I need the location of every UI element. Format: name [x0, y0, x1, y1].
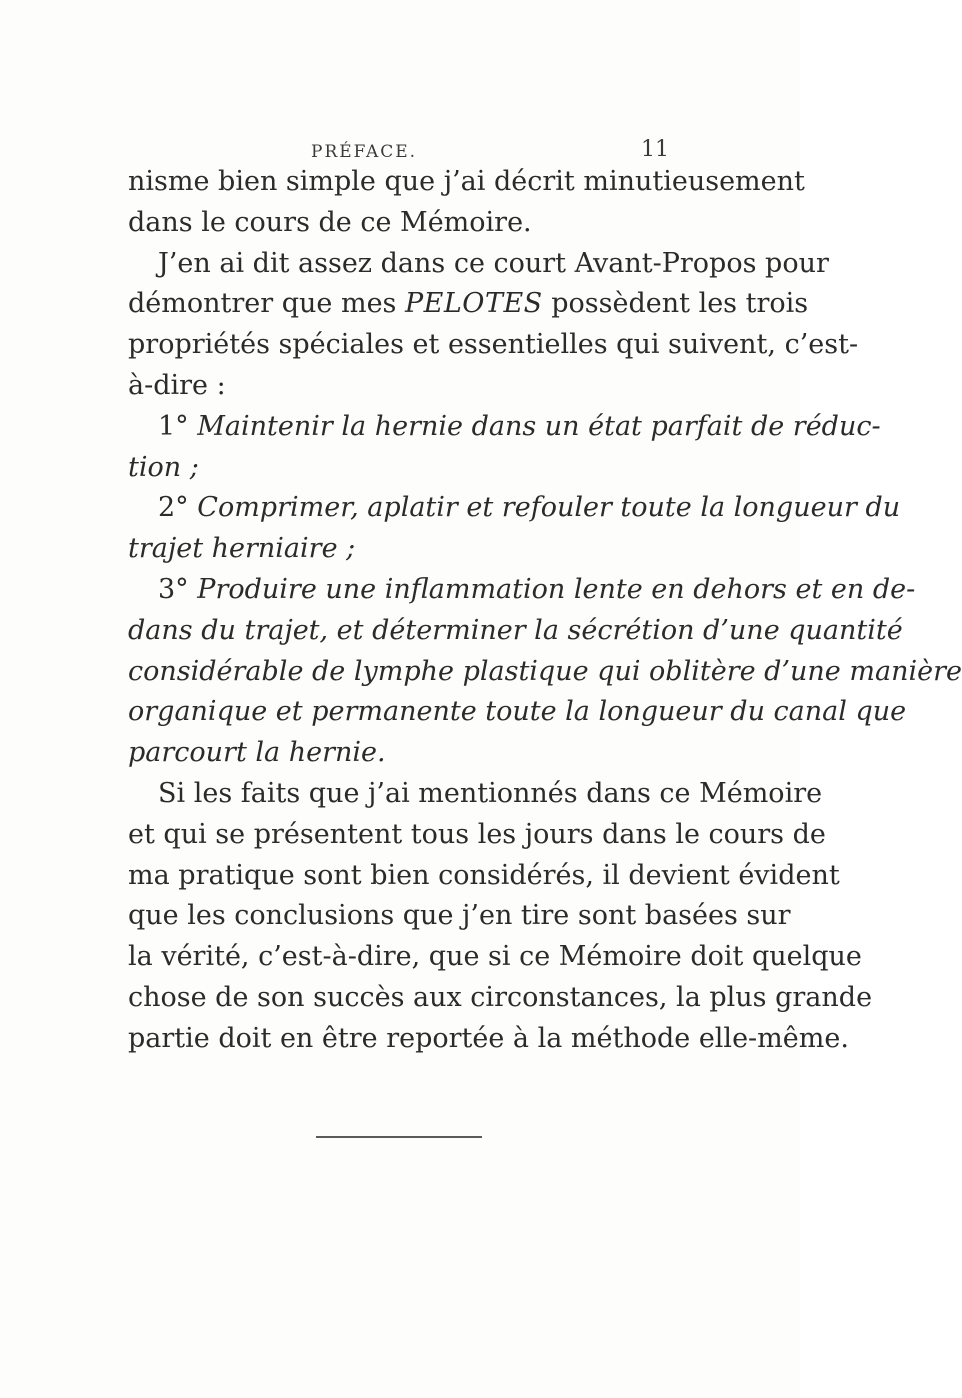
text-line: organique et permanente toute la longueur du canal que — [128, 696, 907, 728]
body-text — [128, 162, 962, 1060]
text-line: trajet herniaire ; — [128, 533, 356, 565]
text-line — [128, 284, 809, 325]
text-line: la vérité, c’est-à-dire, que si ce Mémoire doit quelque — [128, 941, 862, 973]
text-line: partie doit en être reportée à la méthode elle-même. — [128, 1022, 849, 1054]
list-item-text: Maintenir la hernie dans un état parfait de réduc- — [197, 410, 881, 442]
text-line: ma pratique sont bien considérés, il devient évident — [128, 859, 840, 891]
section-divider — [316, 1136, 482, 1138]
text-line: nisme bien simple que j’ai décrit minutieusement — [128, 166, 805, 197]
text-line: et qui se présentent tous les jours dans le cours de — [128, 818, 826, 850]
text-line: considérable de lymphe plastique qui oblitère d’une manière — [128, 655, 962, 687]
page-number: 11 — [641, 137, 669, 162]
text-line: tion ; — [128, 451, 199, 483]
text-line: Si les faits que j’ai mentionnés dans ce Mémoire — [158, 777, 823, 809]
running-head: PRÉFACE. — [311, 142, 418, 162]
text-segment: possèdent les trois — [551, 288, 809, 320]
emphasis-pelotes: PELOTES — [405, 288, 543, 320]
text-line: parcourt la hernie. — [128, 737, 386, 769]
text-line: que les conclusions que j’en tire sont basées sur — [128, 900, 791, 932]
list-number: 2° — [158, 492, 189, 524]
list-number: 1° — [158, 410, 189, 442]
list-item-text: Produire une inflammation lente en dehors et en de- — [197, 573, 916, 605]
text-line: propriétés spéciales et essentielles qui suivent, c’est- — [128, 329, 859, 361]
list-number: 3° — [158, 573, 189, 605]
list-item-text: Comprimer, aplatir et refouler toute la longueur du — [197, 492, 901, 524]
text-line: chose de son succès aux circonstances, la plus grande — [128, 981, 873, 1013]
text-line — [128, 407, 881, 448]
text-segment: démontrer que mes — [128, 288, 397, 320]
text-line: à-dire : — [128, 369, 226, 401]
text-line — [128, 570, 916, 611]
text-line: J’en ai dit assez dans ce court Avant-Propos pour — [158, 247, 829, 279]
text-line — [128, 488, 901, 529]
text-line: dans du trajet, et déterminer la sécrétion d’une quantité — [128, 614, 903, 646]
text-line: dans le cours de ce Mémoire. — [128, 206, 532, 238]
